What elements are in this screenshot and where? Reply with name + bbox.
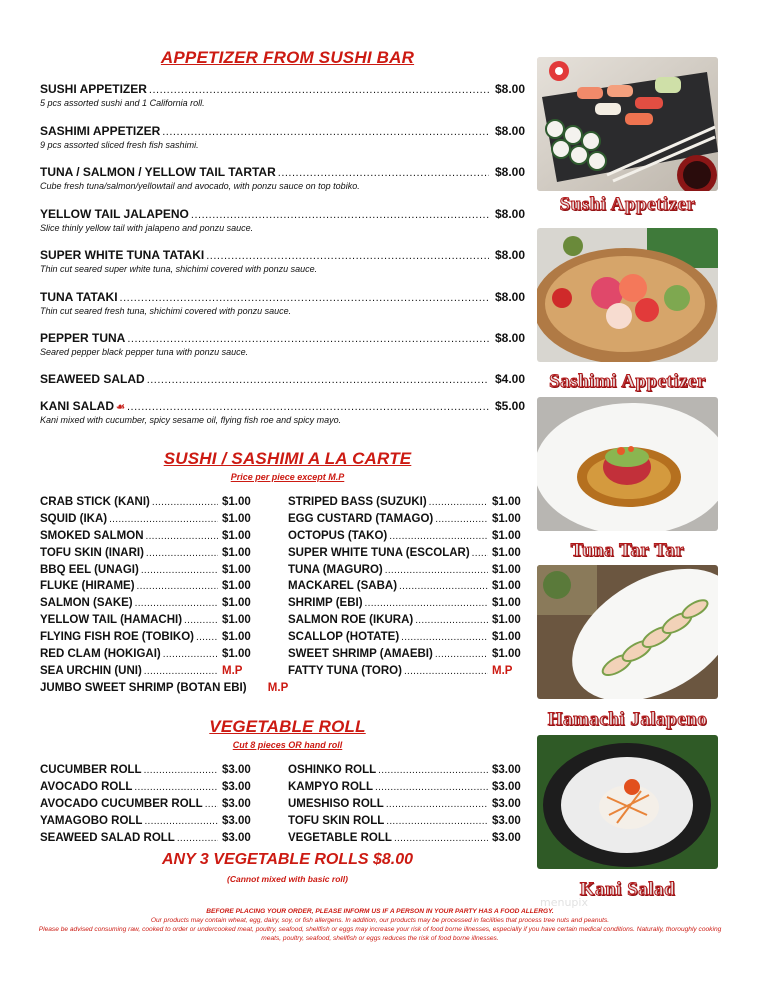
menu-item-price: $3.00 xyxy=(222,797,251,810)
appetizer-item-line xyxy=(40,372,525,386)
menu-item-name: JUMBO SWEET SHRIMP (BOTAN EBI) xyxy=(40,682,247,694)
menu-item-description: Thin cut seared fresh tuna, shichimi covered with ponzu sauce. xyxy=(40,306,292,316)
menu-row xyxy=(40,513,256,530)
allergy-warning-line: BEFORE PLACING YOUR ORDER, PLEASE INFORM US IF A PERSON IN YOUR PARTY HAS A FOOD ALLERGY. xyxy=(206,908,554,915)
appetizer-item xyxy=(40,372,525,386)
tuna-tartar-caption: Tuna Tar Tar xyxy=(570,540,685,561)
menu-row xyxy=(40,530,256,547)
menu-item-name: SEAWEED SALAD xyxy=(40,372,145,386)
dot-leader xyxy=(163,649,218,660)
menu-row xyxy=(288,832,526,849)
appetizer-item-line xyxy=(40,207,525,221)
dot-leader xyxy=(206,250,489,262)
sushi-appetizer-caption: Sushi Appetizer xyxy=(559,194,696,215)
menu-row xyxy=(40,614,256,631)
menu-item-price: $1.00 xyxy=(222,563,251,576)
menu-item-name: KAMPYO ROLL xyxy=(288,780,373,793)
menu-item-price: $8.00 xyxy=(494,248,525,262)
menu-item-name: TUNA TATAKI xyxy=(40,290,118,304)
appetizer-section-title: APPETIZER FROM SUSHI BAR xyxy=(160,48,415,67)
menu-item-price: $1.00 xyxy=(492,563,521,576)
menu-item-price: $1.00 xyxy=(222,580,251,593)
menu-item-description: 5 pcs assorted sushi and 1 California roll. xyxy=(40,98,205,108)
menu-row xyxy=(40,564,256,581)
menu-item-price: M.P xyxy=(267,682,289,694)
vegetable-special-note: (Cannot mixed with basic roll) xyxy=(227,874,348,884)
dot-leader xyxy=(152,497,218,508)
menu-item-price: $3.00 xyxy=(492,780,521,793)
menu-item-price: $5.00 xyxy=(494,399,525,413)
menu-row xyxy=(40,798,256,815)
hamachi-jalapeno-photo xyxy=(537,565,718,699)
appetizer-item xyxy=(40,331,525,357)
menu-row xyxy=(288,648,526,665)
appetizer-item xyxy=(40,207,525,233)
dot-leader xyxy=(162,126,489,138)
menu-item-name: FATTY TUNA (TORO) xyxy=(288,664,402,677)
appetizer-item-line xyxy=(40,165,525,179)
menu-row xyxy=(40,580,256,597)
dot-leader xyxy=(147,374,489,386)
menu-item-price: M.P xyxy=(492,664,513,677)
menu-item-name: SEA URCHIN (UNI) xyxy=(40,664,142,677)
dot-leader xyxy=(401,632,488,643)
menu-item-price: $1.00 xyxy=(492,529,521,542)
menu-item-name: SWEET SHRIMP (AMAEBI) xyxy=(288,648,433,661)
allergen-info-line: Our products may contain wheat, egg, dairy, soy, or fish allergens. In addition, our products may be processed in facilities that process tree nuts and peanuts. xyxy=(150,917,610,924)
dot-leader xyxy=(415,615,488,626)
sashimi-appetizer-photo xyxy=(537,228,718,362)
appetizer-item-line xyxy=(40,124,525,138)
dot-leader xyxy=(365,598,488,609)
menu-item-name: SALMON ROE (IKURA) xyxy=(288,614,414,627)
sushi-appetizer-photo xyxy=(537,57,718,191)
menu-item-name: OSHINKO ROLL xyxy=(288,764,377,776)
dot-leader xyxy=(146,548,218,559)
spicy-chili-icon: ☙ xyxy=(116,402,125,413)
menu-row xyxy=(288,631,526,648)
appetizer-item-line xyxy=(40,290,525,304)
dot-leader xyxy=(127,333,489,345)
tuna-tartar-photo xyxy=(537,397,718,531)
menu-item-name: BBQ EEL (UNAGI) xyxy=(40,563,139,576)
menu-item-name: KANI SALAD xyxy=(40,399,114,413)
menu-item-name: SCALLOP (HOTATE) xyxy=(288,631,400,644)
appetizer-item xyxy=(40,290,525,316)
dot-leader xyxy=(404,666,488,677)
dot-leader xyxy=(149,84,489,96)
menu-item-description: 9 pcs assorted sliced fresh fish sashimi. xyxy=(40,140,199,150)
menu-item-name: EGG CUSTARD (TAMAGO) xyxy=(288,512,434,525)
menu-item-price: $1.00 xyxy=(222,597,251,610)
menu-item-price: $1.00 xyxy=(222,614,251,627)
menu-row xyxy=(40,764,256,781)
menu-item-description: Kani mixed with cucumber, spicy sesame oil, flying fish roe and spicy mayo. xyxy=(40,415,342,425)
dot-leader xyxy=(120,292,489,304)
menu-item-price: $8.00 xyxy=(494,290,525,304)
menu-item-name: SHRIMP (EBI) xyxy=(288,597,363,610)
menu-row xyxy=(288,665,526,682)
menu-item-name: CUCUMBER ROLL xyxy=(40,764,142,776)
dot-leader xyxy=(109,514,218,525)
menu-item-name: TUNA / SALMON / YELLOW TAIL TARTAR xyxy=(40,165,276,179)
menu-item-price: $1.00 xyxy=(492,512,521,525)
dot-leader xyxy=(184,615,218,626)
menu-item-price: $8.00 xyxy=(494,165,525,179)
dot-leader xyxy=(134,782,218,793)
alacarte-right-column xyxy=(288,496,526,682)
menu-item-name: SASHIMI APPETIZER xyxy=(40,124,161,138)
menu-item-name: SEAWEED SALAD ROLL xyxy=(40,831,175,844)
menu-item-price: $8.00 xyxy=(494,82,525,96)
menu-item-name: AVOCADO CUCUMBER ROLL xyxy=(40,797,203,810)
appetizer-item xyxy=(40,124,525,150)
menu-item-name: VEGETABLE ROLL xyxy=(288,831,392,844)
menu-item-price: $4.00 xyxy=(494,372,525,386)
menu-item-name: YAMAGOBO ROLL xyxy=(40,814,143,827)
menu-item-price: $1.00 xyxy=(222,631,251,644)
menu-row xyxy=(40,665,256,682)
menu-item-name: FLUKE (HIRAME) xyxy=(40,580,135,593)
appetizer-item-line xyxy=(40,248,525,262)
appetizer-item xyxy=(40,82,525,108)
appetizer-item xyxy=(40,399,525,425)
menu-row xyxy=(40,631,256,648)
dot-leader xyxy=(389,531,488,542)
alacarte-jumbo-row xyxy=(40,682,288,694)
dot-leader xyxy=(191,209,489,221)
raw-food-advisory: Please be advised consuming raw, cooked to order or undercooked meat, poultry, seafood, shellfish or eggs may increase your risk of food borne illnesses, especially if you have certain medical conditions. Naturally, thoroughly cooking meats, poultry, seafood, shellfish or eggs reduces the risk of food borne illnesses. xyxy=(38,926,722,942)
menu-item-price: M.P xyxy=(222,664,243,677)
menu-item-name: AVOCADO ROLL xyxy=(40,780,133,793)
vegetable-special-offer: ANY 3 VEGETABLE ROLLS $8.00 xyxy=(161,851,414,868)
menu-item-price: $3.00 xyxy=(492,764,521,776)
menu-item-name: UMESHISO ROLL xyxy=(288,797,384,810)
menu-row xyxy=(288,597,526,614)
dot-leader xyxy=(146,531,219,542)
menu-item-price: $1.00 xyxy=(492,597,521,610)
menu-row xyxy=(288,781,526,798)
menu-row xyxy=(40,597,256,614)
menu-item-name: SUPER WHITE TUNA (ESCOLAR) xyxy=(288,546,470,559)
dot-leader xyxy=(144,666,218,677)
menu-item-price: $8.00 xyxy=(494,331,525,345)
menu-item-price: $1.00 xyxy=(492,648,521,661)
menu-item-price: $3.00 xyxy=(222,831,251,844)
appetizer-item-line xyxy=(40,82,525,96)
appetizer-item xyxy=(40,165,525,191)
menu-row xyxy=(288,580,526,597)
dot-leader xyxy=(472,548,488,559)
menu-item-name: PEPPER TUNA xyxy=(40,331,126,345)
appetizer-item-line xyxy=(40,331,525,345)
menu-item-name: SUPER WHITE TUNA TATAKI xyxy=(40,248,205,262)
menu-row xyxy=(40,648,256,665)
dot-leader xyxy=(137,581,218,592)
kani-salad-photo xyxy=(537,735,718,869)
dot-leader xyxy=(141,565,218,576)
dot-leader xyxy=(177,833,218,844)
dot-leader xyxy=(399,581,488,592)
menu-item-price: $8.00 xyxy=(494,124,525,138)
menu-row xyxy=(288,815,526,832)
menu-item-name: TUNA (MAGURO) xyxy=(288,563,383,576)
dot-leader xyxy=(435,514,488,525)
menu-row xyxy=(288,798,526,815)
dot-leader xyxy=(386,799,488,810)
menu-item-price: $1.00 xyxy=(222,496,251,508)
menu-item-name: SMOKED SALMON xyxy=(40,529,144,542)
menu-item-price: $1.00 xyxy=(222,546,251,559)
menu-item-price: $8.00 xyxy=(494,207,525,221)
menu-item-price: $1.00 xyxy=(492,546,521,559)
dot-leader xyxy=(385,565,488,576)
menu-item-price: $3.00 xyxy=(492,814,521,827)
menu-row xyxy=(288,764,526,781)
hamachi-jalapeno-caption: Hamachi Jalapeno xyxy=(547,709,708,730)
menu-row xyxy=(40,815,256,832)
appetizer-item xyxy=(40,248,525,274)
dot-leader xyxy=(127,401,489,413)
vegetable-section-title: VEGETABLE ROLL xyxy=(209,717,366,736)
dot-leader xyxy=(429,497,488,508)
menu-item-price: $1.00 xyxy=(222,648,251,661)
menu-item-name: TOFU SKIN ROLL xyxy=(288,814,385,827)
dot-leader xyxy=(435,649,488,660)
dot-leader xyxy=(205,799,218,810)
alacarte-left-column xyxy=(40,496,256,682)
dot-leader xyxy=(394,833,488,844)
menu-item-price: $1.00 xyxy=(222,512,251,525)
menu-item-price: $1.00 xyxy=(492,614,521,627)
alacarte-price-note: Price per piece except M.P xyxy=(230,472,345,482)
kani-salad-caption: Kani Salad xyxy=(579,879,676,900)
allergy-disclaimer xyxy=(30,907,730,943)
menu-item-name: CRAB STICK (KANI) xyxy=(40,496,150,508)
menu-item-price: $3.00 xyxy=(222,814,251,827)
dot-leader xyxy=(144,765,218,776)
menu-row xyxy=(288,564,526,581)
menu-item-name: STRIPED BASS (SUZUKI) xyxy=(288,496,427,508)
alacarte-section-title: SUSHI / SASHIMI A LA CARTE xyxy=(163,449,412,468)
menu-item-price: $3.00 xyxy=(222,764,251,776)
dot-leader xyxy=(386,816,488,827)
menu-item-name: MACKAREL (SABA) xyxy=(288,580,398,593)
menu-item-name: FLYING FISH ROE (TOBIKO) xyxy=(40,631,194,644)
menu-row xyxy=(40,547,256,564)
watermark-text: menupix xyxy=(540,896,588,909)
menu-item-name: SALMON (SAKE) xyxy=(40,597,133,610)
vegetable-right-column xyxy=(288,764,526,848)
vegetable-note: Cut 8 pieces OR hand roll xyxy=(232,740,343,750)
menu-row xyxy=(288,513,526,530)
menu-item-description: Cube fresh tuna/salmon/yellowtail and avocado, with ponzu sauce on top tobiko. xyxy=(40,181,360,191)
menu-item-name: TOFU SKIN (INARI) xyxy=(40,546,144,559)
appetizer-item-line xyxy=(40,399,525,413)
menu-item-description: Seared pepper black pepper tuna with ponzu sauce. xyxy=(40,347,249,357)
menu-item-name: YELLOW TAIL (HAMACHI) xyxy=(40,614,183,627)
menu-item-description: Thin cut seared super white tuna, shichimi covered with ponzu sauce. xyxy=(40,264,318,274)
dot-leader xyxy=(278,167,489,179)
dot-leader xyxy=(378,765,488,776)
menu-row xyxy=(40,496,256,513)
menu-item-name: RED CLAM (HOKIGAI) xyxy=(40,648,161,661)
menu-row xyxy=(288,530,526,547)
dot-leader xyxy=(196,632,218,643)
menu-item-name: OCTOPUS (TAKO) xyxy=(288,529,388,542)
menu-row xyxy=(40,781,256,798)
menu-item-price: $1.00 xyxy=(492,580,521,593)
menu-item-name: SQUID (IKA) xyxy=(40,512,108,525)
menu-row xyxy=(40,832,256,849)
menu-item-name: SUSHI APPETIZER xyxy=(40,82,147,96)
vegetable-left-column xyxy=(40,764,256,848)
menu-row xyxy=(288,547,526,564)
menu-item-price: $1.00 xyxy=(492,496,521,508)
menu-item-price: $3.00 xyxy=(222,780,251,793)
menu-item-name: YELLOW TAIL JALAPENO xyxy=(40,207,189,221)
menu-item-price: $1.00 xyxy=(222,529,251,542)
menu-row xyxy=(288,614,526,631)
menu-item-description: Slice thinly yellow tail with jalapeno and ponzu sauce. xyxy=(40,223,254,233)
menu-item-price: $3.00 xyxy=(492,797,521,810)
menu-item-price: $1.00 xyxy=(492,631,521,644)
dot-leader xyxy=(144,816,218,827)
menu-row xyxy=(288,496,526,513)
dot-leader xyxy=(135,598,218,609)
sashimi-appetizer-caption: Sashimi Appetizer xyxy=(549,371,706,392)
dot-leader xyxy=(375,782,488,793)
menu-item-price: $3.00 xyxy=(492,831,521,844)
